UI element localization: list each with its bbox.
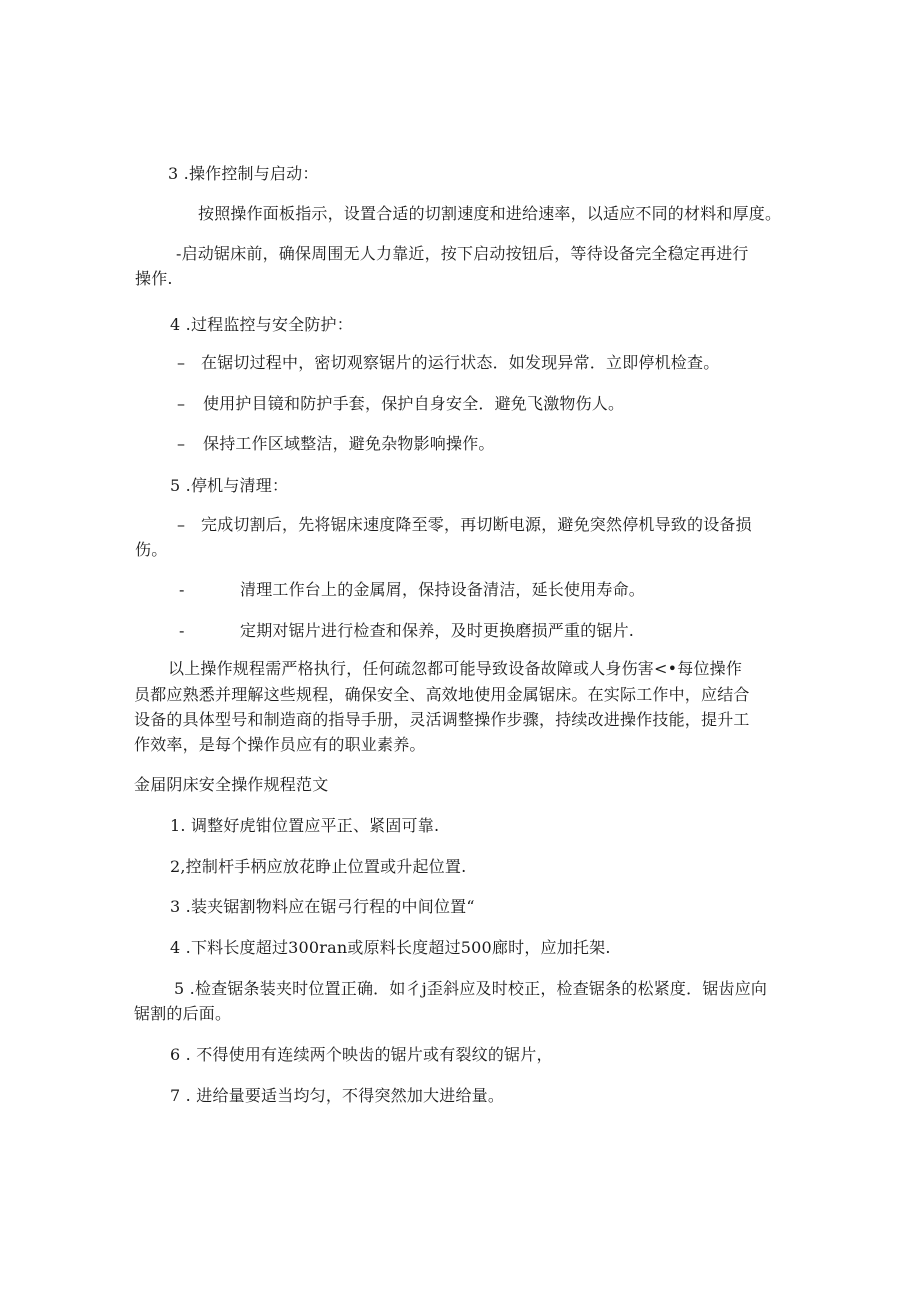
section4-heading: 4 .过程监控与安全防护： xyxy=(170,315,353,334)
list-dash: - xyxy=(179,580,185,599)
section5-item2: 清理工作台上的金属屑，保持设备清洁，延长使用寿命。 xyxy=(240,580,646,599)
section4-item2: 使用护目镜和防护手套，保护自身安全．避免飞激物伤人。 xyxy=(203,394,625,413)
list-dash: - xyxy=(179,621,185,640)
rule-4: 4 .下料长度超过300ran或原料长度超过500廊时，应加托架. xyxy=(170,938,611,957)
list-dash: – xyxy=(177,434,185,453)
summary-line1: 以上操作规程需严格执行，任何疏忽都可能导致设备故障或人身伤害<•每位操作 xyxy=(168,659,743,678)
section5-heading: 5 .停机与清理： xyxy=(170,476,289,495)
section3-paragraph2-line1: -启动锯床前，确保周围无人力靠近，按下启动按钮后，等待设备完全稳定再进行 xyxy=(176,244,749,263)
rule-3: 3 .装夹锯割物料应在锯弓行程的中间位置“ xyxy=(170,897,475,916)
section5-item3: 定期对锯片进行检查和保养，及时更换磨损严重的锯片. xyxy=(240,621,635,640)
section5-item1-line1: 完成切割后，先将锯床速度降至零，再切断电源，避免突然停机导致的设备损 xyxy=(201,515,752,534)
summary-line3: 设备的具体型号和制造商的指导手册，灵活调整操作步骤，持续改进操作技能，提升工 xyxy=(134,710,750,729)
section5-item1-line2: 伤。 xyxy=(135,540,168,559)
section4-item3: 保持工作区域整洁，避免杂物影响操作。 xyxy=(203,434,495,453)
rule-6: 6 . 不得使用有连续两个映齿的锯片或有裂纹的锯片， xyxy=(170,1045,553,1064)
summary-line4: 作效率，是每个操作员应有的职业素养。 xyxy=(134,735,426,754)
summary-line2: 员都应熟悉并理解这些规程，确保安全、高效地使用金属锯床。在实际工作中，应结合 xyxy=(134,685,750,704)
list-dash: – xyxy=(177,394,185,413)
section3-paragraph1: 按照操作面板指示，设置合适的切割速度和进给速率，以适应不同的材料和厚度。 xyxy=(198,204,782,223)
rule-7: 7 . 进给量要适当均匀，不得突然加大进给量。 xyxy=(170,1086,505,1105)
rule-1: 1. 调整好虎钳位置应平正、紧固可靠. xyxy=(170,816,440,835)
document-title: 金届阴床安全操作规程范文 xyxy=(134,775,329,794)
rule-5-line1: 5 .检查锯条装夹时位置正确．如彳j歪斜应及时校正，检查锯条的松紧度．锯齿应向 xyxy=(174,979,768,998)
rule-2: 2,控制杆手柄应放花睁止位置或升起位置. xyxy=(170,857,467,876)
rule-5-line2: 锯割的后面。 xyxy=(134,1004,232,1023)
list-dash: – xyxy=(177,353,185,372)
section4-item1: 在锯切过程中，密切观察锯片的运行状态．如发现异常．立即停机检查。 xyxy=(201,353,720,372)
section3-heading: 3 .操作控制与启动： xyxy=(168,164,319,183)
list-dash: – xyxy=(177,515,185,534)
section3-paragraph2-line2: 操作. xyxy=(135,269,173,288)
